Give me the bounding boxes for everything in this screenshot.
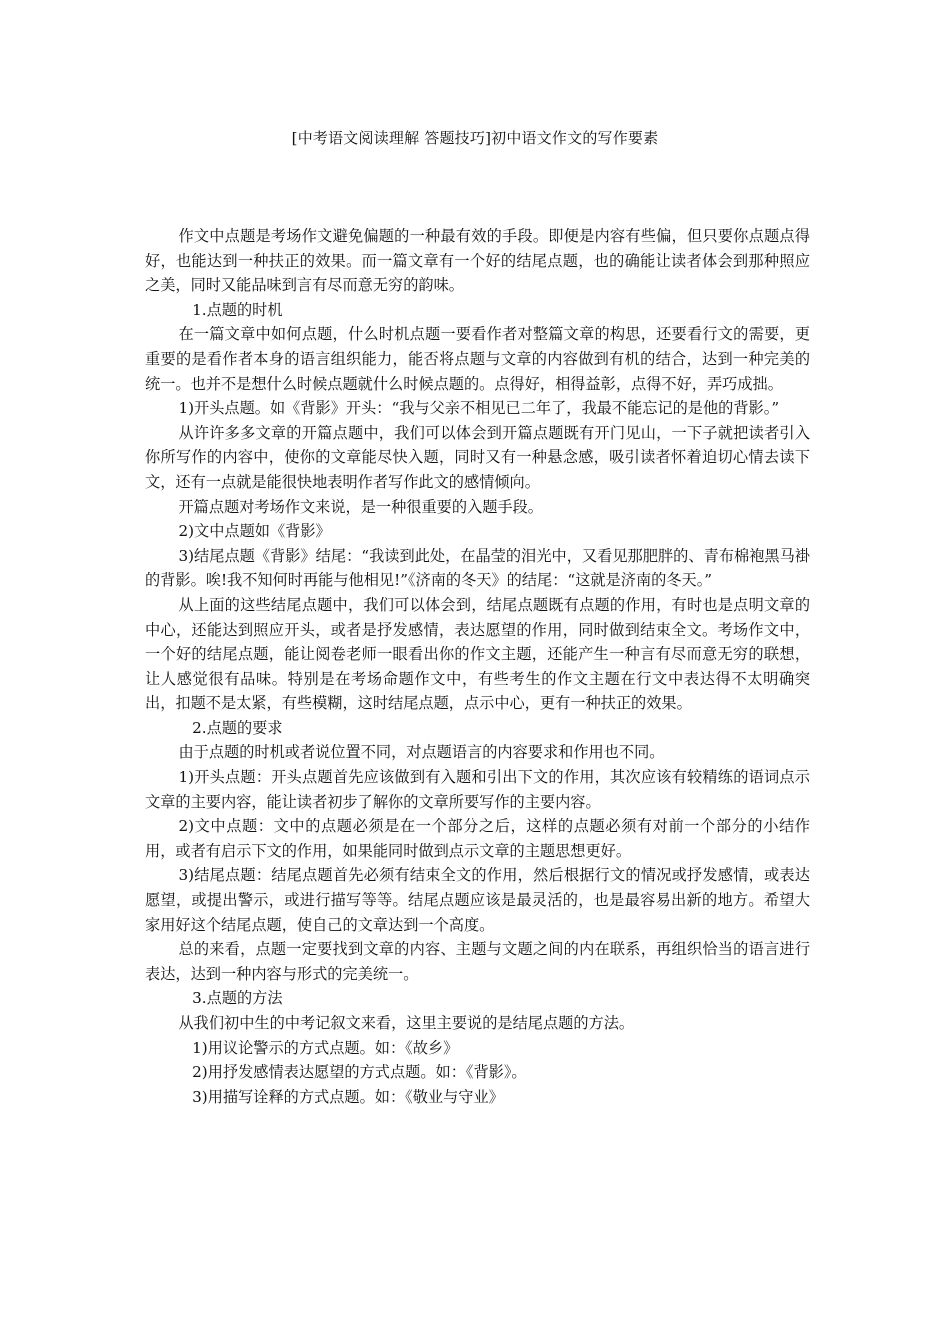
paragraph: 2)文中点题：文中的点题必须是在一个部分之后，这样的点题必须有对前一个部分的小结作用，或者有启示下文的作用，如果能同时做到点示文章的主题思想更好。 <box>145 817 810 860</box>
paragraph: 1)开头点题。如《背影》开头：“我与父亲不相见已二年了，我最不能忘记的是他的背影。” <box>178 399 780 418</box>
paragraph: 在一篇文章中如何点题，什么时机点题一要看作者对整篇文章的构思，还要看行文的需要，更重要的是看作者本身的语言组织能力，能否将点题与文章的内容做到有机的结合，达到一种完美的统一。也并不是想什么时候点题就什么时候点题的。点得好，相得益彰，点得不好，弄巧成拙。 <box>145 325 810 393</box>
paragraph: 总的来看，点题一定要找到文章的内容、主题与文题之间的内在联系，再组织恰当的语言进行表达，达到一种内容与形式的完美统一。 <box>145 940 810 983</box>
section-heading: 2.点题的要求 <box>192 718 283 737</box>
section-heading: 1.点题的时机 <box>192 300 283 319</box>
paragraph: 1)开头点题：开头点题首先应该做到有入题和引出下文的作用，其次应该有较精练的语词点示文章的主要内容，能让读者初步了解你的文章所要写作的主要内容。 <box>145 768 810 811</box>
paragraph: 3)结尾点题《背影》结尾：“我读到此处，在晶莹的泪光中，又看见那肥胖的、青布棉袍黑马褂的背影。唉!我不知何时再能与他相见!”《济南的冬天》的结尾：“这就是济南的冬天。” <box>145 546 810 590</box>
paragraph: 开篇点题对考场作文来说，是一种很重要的入题手段。 <box>178 497 543 516</box>
list-item: 2)用抒发感情表达愿望的方式点题。如：《背影》。 <box>192 1063 527 1082</box>
paragraph: 从上面的这些结尾点题中，我们可以体会到，结尾点题既有点题的作用，有时也是点明文章的中心，还能达到照应开头，或者是抒发感情，表达愿望的作用，同时做到结束全文。考场作文中，一个好的结尾点题，能让阅卷老师一眼看出你的作文主题，还能产生一种言有尽而意无穷的联想，让人感觉很有品味。特别是在考场命题作文中，有些考生的作文主题在行文中表达得不太明确突出，扣题不是太紧，有些模糊，这时结尾点题，点示中心，更有一种扶正的效果。 <box>145 595 810 713</box>
paragraph: 2)文中点题如《背影》 <box>178 522 331 541</box>
paragraph: 由于点题的时机或者说位置不同，对点题语言的内容要求和作用也不同。 <box>178 743 665 762</box>
document-title: [中考语文阅读理解 答题技巧]初中语文作文的写作要素 <box>291 129 659 147</box>
list-item: 1)用议论警示的方式点题。如：《故乡》 <box>192 1038 459 1057</box>
section-heading: 3.点题的方法 <box>192 989 283 1008</box>
paragraph: 从许许多多文章的开篇点题中，我们可以体会到开篇点题既有开门见山，一下子就把读者引入你所写作的内容中，使你的文章能尽快入题，同时又有一种悬念感，吸引读者怀着迫切心情去读下文，还有一点就是能很快地表明作者写作此文的感情倾向。 <box>145 423 810 491</box>
paragraph: 从我们初中生的中考记叙文来看，这里主要说的是结尾点题的方法。 <box>178 1014 635 1032</box>
paragraph: 作文中点题是考场作文避免偏题的一种最有效的手段。即便是内容有些偏，但只要你点题点得好，也能达到一种扶正的效果。而一篇文章有一个好的结尾点题，也的确能让读者体会到那种照应之美，同时又能品味到言有尽而意无穷的韵味。 <box>145 227 810 295</box>
paragraph: 3)结尾点题：结尾点题首先必须有结束全文的作用，然后根据行文的情况或抒发感情，或表达愿望，或提出警示，或进行描写等等。结尾点题应该是最灵活的，也是最容易出新的地方。希望大家用好这个结尾点题，使自己的文章达到一个高度。 <box>145 866 810 934</box>
document-body <box>145 224 810 1109</box>
list-item: 3)用描写诠释的方式点题。如：《敬业与守业》 <box>192 1087 504 1106</box>
